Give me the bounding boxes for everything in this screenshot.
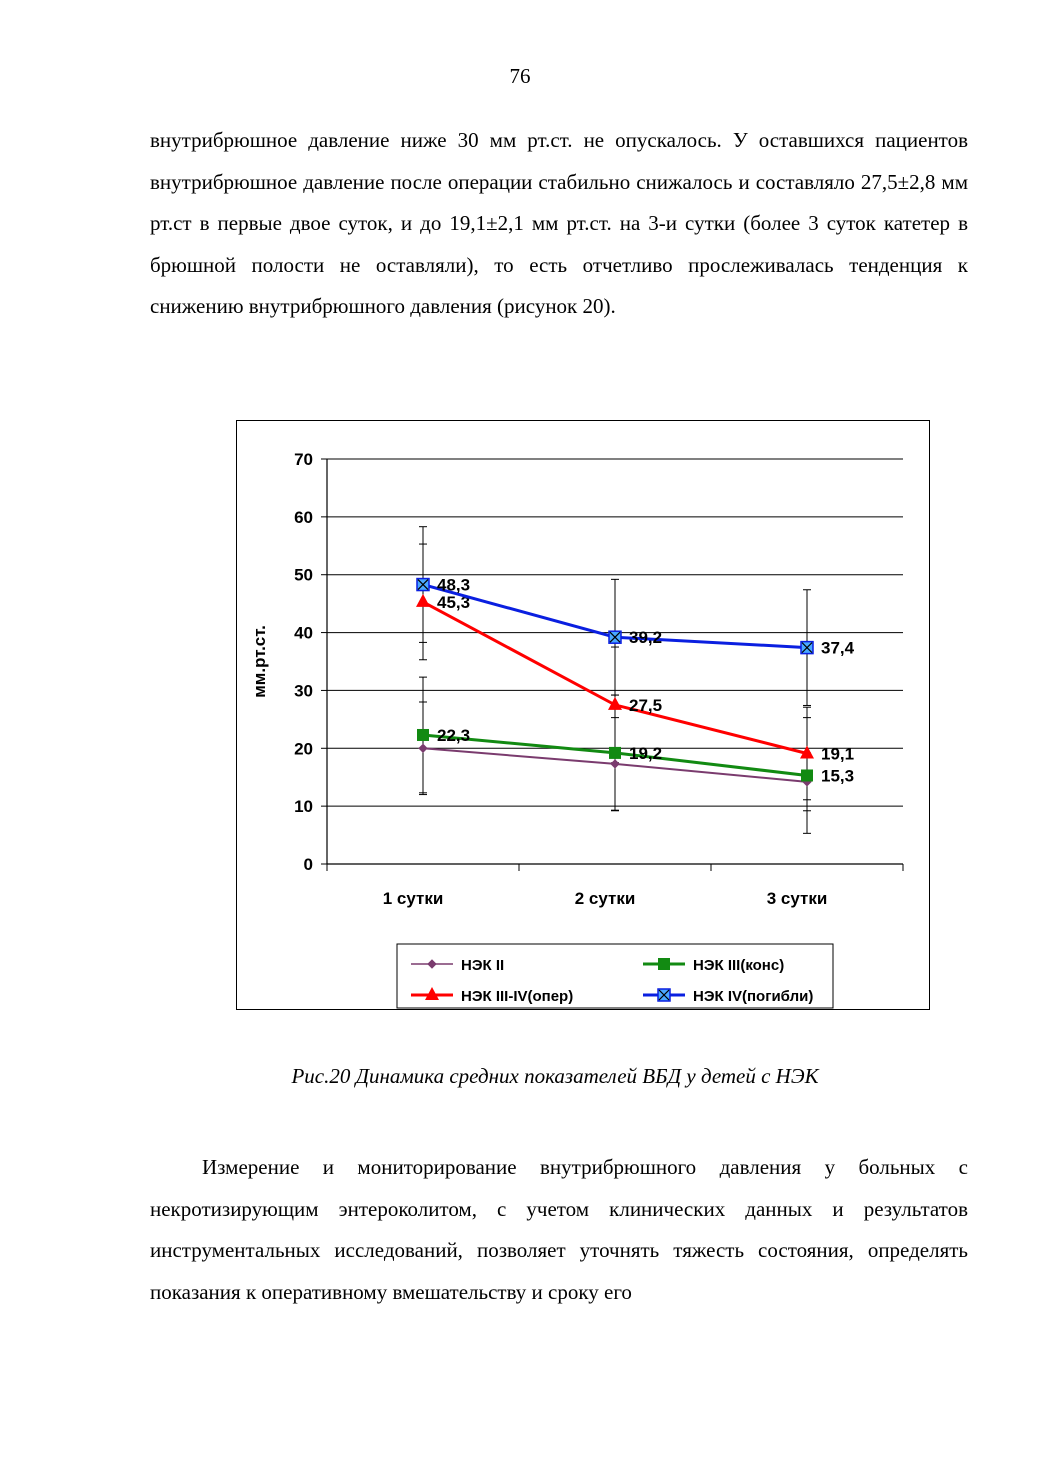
y-tick-label: 0 — [303, 855, 313, 874]
data-label: 19,1 — [821, 744, 855, 764]
legend-marker — [658, 958, 670, 970]
x-tick-label: 2 сутки — [574, 889, 636, 908]
data-label: 37,4 — [821, 638, 855, 658]
y-tick-label: 40 — [294, 623, 313, 643]
y-tick-label: 30 — [294, 681, 313, 701]
y-axis-label: мм.рт.ст. — [250, 625, 269, 698]
y-tick-label: 50 — [294, 565, 313, 585]
data-label: 27,5 — [629, 695, 663, 715]
legend-entry-2: НЭК III(конс) — [693, 957, 785, 974]
y-tick-label: 70 — [294, 450, 313, 469]
data-label: 48,3 — [437, 575, 471, 595]
y-tick-label: 10 — [294, 797, 313, 817]
legend-entry-4: НЭК IV(погибли) — [693, 988, 814, 1005]
series-3-point — [416, 594, 430, 607]
data-label: 19,2 — [629, 743, 663, 763]
series-2-point — [801, 769, 813, 781]
figure-caption: Рис.20 Динамика средних показателей ВБД у детей с НЭК — [291, 1064, 819, 1088]
data-label: 15,3 — [821, 766, 855, 786]
paragraph-1: внутрибрюшное давление ниже 30 мм рт.ст. не опускалось. У оставшихся пациентов внутрибрюшное давление после операции стабильно снижалось и составляло 27,5±2,8 мм рт.ст в первые двое суток, и до 19,1±2,1 мм рт.ст. на 3-и сутки (более 3 суток катетер в брюшной полости не оставляли), то есть отчетливо прослеживалась тенденция к снижению внутрибрюшного давления (рисунок 20). — [150, 128, 968, 318]
line-chart — [237, 421, 931, 1011]
y-tick-label: 60 — [294, 507, 313, 527]
series-2-point — [609, 747, 621, 759]
y-tick-label: 20 — [294, 739, 313, 759]
legend-entry-1: НЭК II — [461, 957, 505, 974]
data-label: 22,3 — [437, 725, 471, 745]
series-1-point — [419, 744, 427, 752]
series-1-point — [611, 760, 619, 768]
x-tick-label: 1 сутки — [382, 889, 444, 908]
page-number: 76 — [509, 64, 531, 88]
figure-chart — [236, 420, 930, 1010]
x-tick-label: 3 сутки — [766, 889, 828, 908]
data-label: 39,2 — [629, 628, 663, 648]
data-label: 45,3 — [437, 592, 471, 612]
series-2-point — [417, 729, 429, 741]
legend-entry-3: НЭК III-IV(опер) — [461, 988, 574, 1005]
paragraph-2: Измерение и мониторирование внутрибрюшного давления у больных с некротизирующим энтероколитом, с учетом клинических данных и результатов инструментальных исследований, позволяет уточнять тяжесть состояния, определять показания к оперативному вмешательству и сроку его — [150, 1155, 968, 1304]
